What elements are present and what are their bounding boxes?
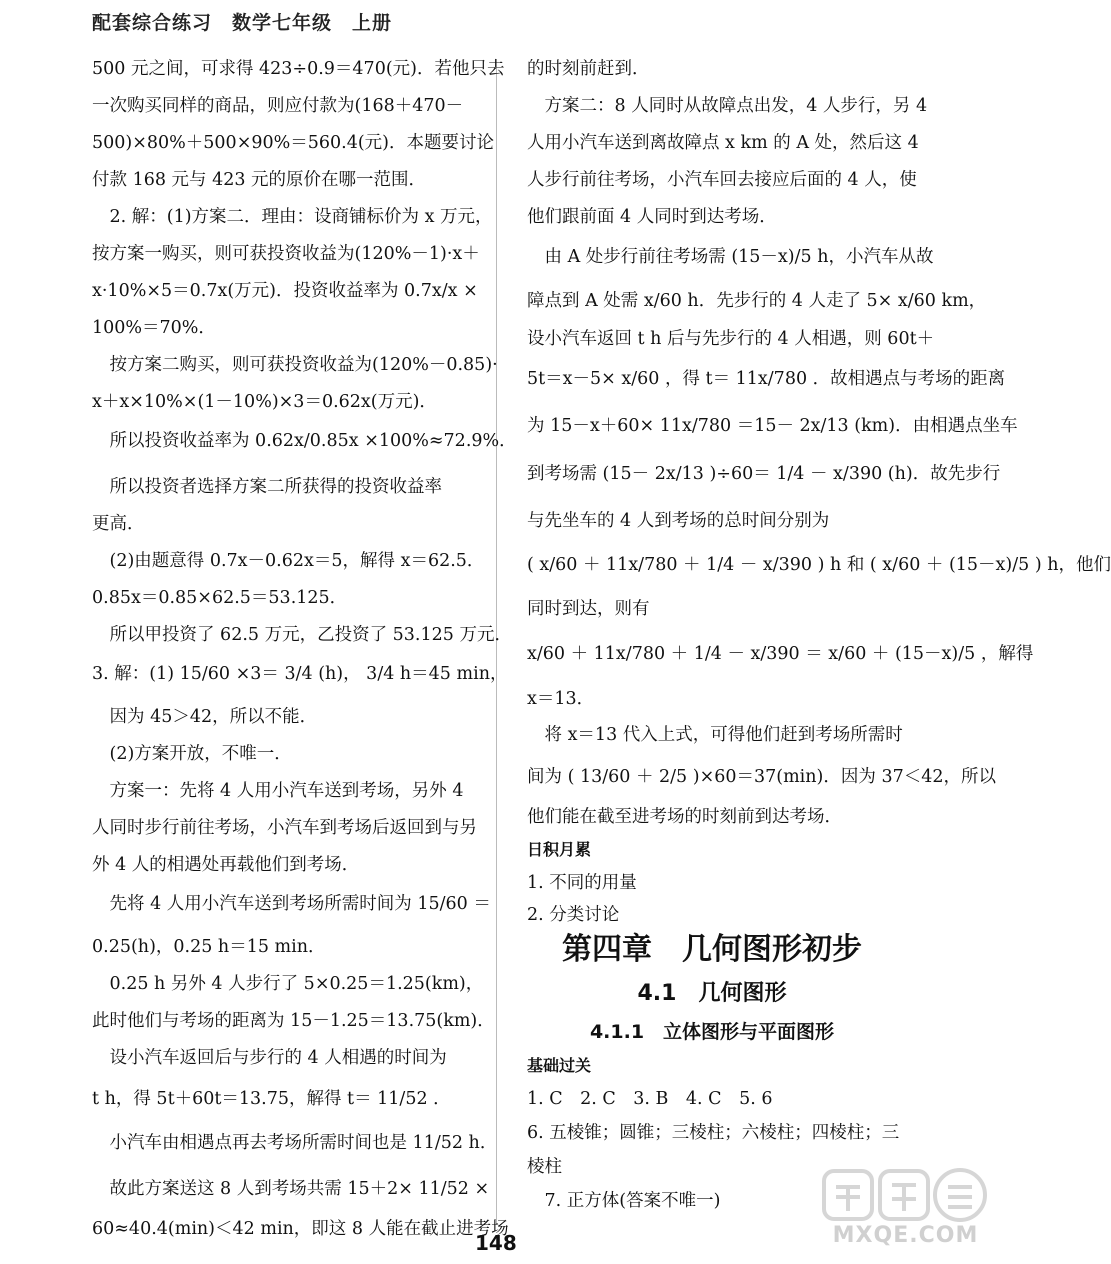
text-line: 0.25 h 另外 4 人步行了 5×0.25＝1.25(km)， xyxy=(92,974,484,994)
text-line: x·10%×5＝0.7x(万元)．投资收益率为 0.7x/x × xyxy=(92,281,478,301)
text-line: 他们跟前面 4 人同时到达考场． xyxy=(527,207,777,227)
text-line: 更高． xyxy=(92,514,145,534)
text-line: 将 x＝13 代入上式，可得他们赶到考场所需时 xyxy=(527,725,903,745)
text-line: 5t＝x－5× x/60 ，得 t＝ 11x/780 ．故相遇点与考场的距离 xyxy=(527,369,1006,389)
text-line: 500)×80%＋500×90%＝560.4(元)．本题要讨论 xyxy=(92,133,495,153)
text-line: 所以投资收益率为 0.62x/0.85x ×100%≈72.9%． xyxy=(92,431,517,451)
summary-item: 2. 分类讨论 xyxy=(527,905,620,925)
running-header: 配套综合练习 数学七年级 上册 xyxy=(92,12,393,34)
text-line: ( x/60 ＋ 11x/780 ＋ 1/4 － x/390 ) h 和 ( x/60 ＋ (15－x)/5 ) h，他们 xyxy=(527,555,1111,575)
text-line: 到考场需 (15－ 2x/13 )÷60＝ 1/4 － x/390 (h)．故先步行 xyxy=(527,464,1001,484)
text-line: 人步行前往考场，小汽车回去接应后面的 4 人，使 xyxy=(527,170,917,190)
text-line: 的时刻前赶到． xyxy=(527,59,650,79)
summary-item: 1. 不同的用量 xyxy=(527,873,637,893)
answer-line: 1. C 2. C 3. B 4. C 5. 6 xyxy=(527,1089,773,1109)
answer-line: 7. 正方体(答案不唯一) xyxy=(527,1191,721,1211)
summary-heading: 日积月累 xyxy=(527,840,592,859)
text-line: 按方案二购买，则可获投资收益为(120%－0.85)· xyxy=(92,355,498,375)
text-line: (2)方案开放，不唯一． xyxy=(92,744,292,764)
subsection-title: 4.1.1 立体图形与平面图形 xyxy=(589,1021,835,1043)
text-line: 间为 ( 13/60 ＋ 2/5 )×60＝37(min)．因为 37＜42，所以 xyxy=(527,767,996,787)
page-number: 148 xyxy=(475,1231,517,1255)
text-line: 一次购买同样的商品，则应付款为(168＋470－ xyxy=(92,96,464,116)
text-line: 由 A 处步行前往考场需 (15－x)/5 h，小汽车从故 xyxy=(527,247,934,267)
text-line: 付款 168 元与 423 元的原价在哪一范围． xyxy=(92,170,427,190)
text-line: 方案二：8 人同时从故障点出发，4 人步行，另 4 xyxy=(527,96,928,116)
text-line: (2)由题意得 0.7x－0.62x＝5，解得 x＝62.5． xyxy=(92,551,485,571)
text-line: 障点到 A 处需 x/60 h．先步行的 4 人走了 5× x/60 km， xyxy=(527,291,987,311)
text-line: 因为 45＞42，所以不能． xyxy=(92,707,318,727)
text-line: 按方案一购买，则可获投资收益为(120%－1)·x＋ xyxy=(92,244,480,264)
text-line: 60≈40.4(min)＜42 min，即这 8 人能在截止进考场 xyxy=(92,1219,509,1239)
text-line: 此时他们与考场的距离为 15－1.25＝13.75(km)． xyxy=(92,1011,495,1031)
text-line: x＝13． xyxy=(527,689,595,709)
text-line: t h，得 5t＋60t＝13.75，解得 t＝ 11/52 ． xyxy=(92,1089,451,1109)
text-line: 人用小汽车送到离故障点 x km 的 A 处，然后这 4 xyxy=(527,133,919,153)
text-line: 先将 4 人用小汽车送到考场所需时间为 15/60 ＝ xyxy=(92,894,491,914)
text-line: 人同时步行前往考场，小汽车到考场后返回到与另 xyxy=(92,818,477,838)
text-line: 0.85x＝0.85×62.5＝53.125． xyxy=(92,588,348,608)
text-line: 小汽车由相遇点再去考场所需时间也是 11/52 h． xyxy=(92,1133,498,1153)
text-line: 故此方案送这 8 人到考场共需 15＋2× 11/52 × xyxy=(92,1179,490,1199)
text-line: 设小汽车返回 t h 后与先步行的 4 人相遇，则 60t＋ xyxy=(527,329,935,349)
text-line: 0.25(h)，0.25 h＝15 min． xyxy=(92,937,326,957)
text-line: 所以投资者选择方案二所获得的投资收益率 xyxy=(92,477,442,497)
text-line: 100%＝70%． xyxy=(92,318,216,338)
text-line: 为 15－x＋60× 11x/780 ＝15－ 2x/13 (km)．由相遇点坐车 xyxy=(527,416,1018,436)
text-line: 500 元之间，可求得 423÷0.9＝470(元)．若他只去 xyxy=(92,59,505,79)
chapter-title: 第四章 几何图形初步 xyxy=(562,932,862,967)
watermark xyxy=(818,1165,993,1260)
text-line: x/60 ＋ 11x/780 ＋ 1/4 － x/390 ＝ x/60 ＋ (15－x)/5 ，解得 xyxy=(527,644,1034,664)
text-line: 与先坐车的 4 人到考场的总时间分别为 xyxy=(527,511,830,531)
answer-line: 6. 五棱锥；圆锥；三棱柱；六棱柱；四棱柱；三 xyxy=(527,1123,900,1143)
text-line: x＋x×10%×(1－10%)×3＝0.62x(万元)． xyxy=(92,392,437,412)
text-line: 3. 解：(1) 15/60 ×3＝ 3/4 (h)， 3/4 h＝45 min， xyxy=(92,664,508,684)
text-line: 他们能在截至进考场的时刻前到达考场． xyxy=(527,807,842,827)
text-line: 同时到达，则有 xyxy=(527,599,650,619)
text-line: 所以甲投资了 62.5 万元，乙投资了 53.125 万元． xyxy=(92,625,512,645)
answer-line: 棱柱 xyxy=(527,1157,562,1177)
text-line: 设小汽车返回后与步行的 4 人相遇的时间为 xyxy=(92,1048,447,1068)
watermark-logo-icon xyxy=(818,1165,993,1225)
text-line: 2. 解：(1)方案二．理由：设商铺标价为 x 万元， xyxy=(92,207,493,227)
text-line: 外 4 人的相遇处再载他们到考场． xyxy=(92,855,360,875)
section-title: 4.1 几何图形 xyxy=(637,981,787,1006)
text-line: 方案一：先将 4 人用小汽车送到考场，另外 4 xyxy=(92,781,464,801)
watermark-text: MXQE.COM xyxy=(832,1223,979,1248)
exercises-heading: 基础过关 xyxy=(527,1056,592,1075)
